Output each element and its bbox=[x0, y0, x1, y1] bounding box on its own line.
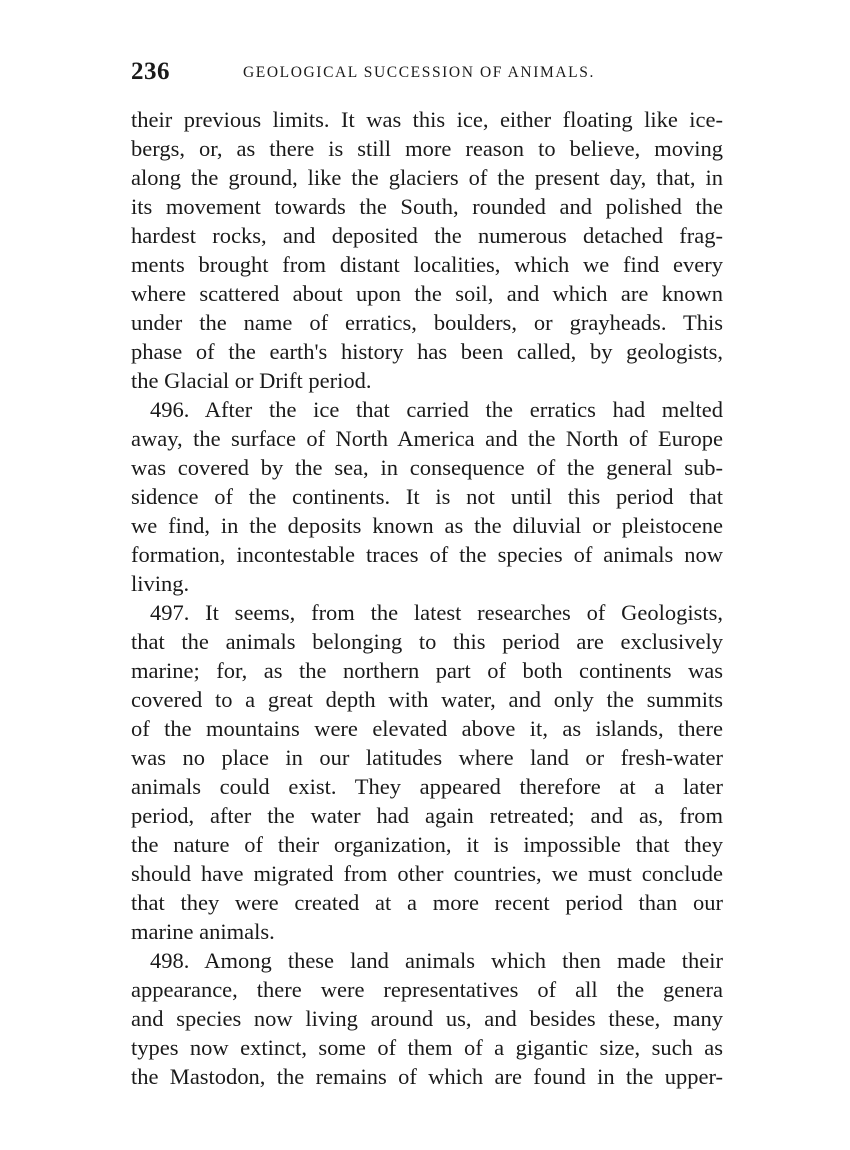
text-line: along the ground, like the glaciers of the present day, that, in bbox=[131, 165, 723, 190]
text-line: appearance, there were representatives of all the genera bbox=[131, 977, 723, 1002]
text-line: types now extinct, some of them of a gigantic size, such as bbox=[131, 1035, 723, 1060]
text-line: 498. Among these land animals which then made their bbox=[150, 948, 723, 973]
body-text bbox=[131, 105, 723, 1091]
text-line: under the name of erratics, boulders, or grayheads. This bbox=[131, 310, 723, 335]
paragraph-496 bbox=[131, 395, 723, 598]
text-line: that they were created at a more recent period than our bbox=[131, 890, 723, 915]
text-line: marine; for, as the northern part of both continents was bbox=[131, 658, 723, 683]
paragraph-498 bbox=[131, 946, 723, 1091]
text-line: that the animals belonging to this period are exclusively bbox=[131, 629, 723, 654]
paragraph-497 bbox=[131, 598, 723, 946]
text-line: should have migrated from other countries, we must conclude bbox=[131, 861, 723, 886]
text-line: covered to a great depth with water, and only the summits bbox=[131, 687, 723, 712]
text-line: and species now living around us, and besides these, many bbox=[131, 1006, 723, 1031]
page-number: 236 bbox=[131, 58, 170, 85]
text-line: period, after the water had again retreated; and as, from bbox=[131, 803, 723, 828]
text-line: was no place in our latitudes where land or fresh-water bbox=[131, 745, 723, 770]
text-line: the Mastodon, the remains of which are found in the upper- bbox=[131, 1064, 723, 1089]
page-header bbox=[131, 58, 723, 90]
text-line: the nature of their organization, it is impossible that they bbox=[131, 832, 723, 857]
text-line: formation, incontestable traces of the species of animals now bbox=[131, 542, 723, 567]
text-line: ments brought from distant localities, which we find every bbox=[131, 252, 723, 277]
text-line: was covered by the sea, in consequence of the general sub- bbox=[131, 455, 723, 480]
paragraph-continued bbox=[131, 105, 723, 395]
text-line: of the mountains were elevated above it, as islands, there bbox=[131, 716, 723, 741]
text-line: where scattered about upon the soil, and which are known bbox=[131, 281, 723, 306]
text-line: its movement towards the South, rounded and polished the bbox=[131, 194, 723, 219]
text-line: 497. It seems, from the latest researches of Geologists, bbox=[150, 600, 723, 625]
text-line: hardest rocks, and deposited the numerous detached frag- bbox=[131, 223, 723, 248]
text-line: bergs, or, as there is still more reason to believe, moving bbox=[131, 136, 723, 161]
text-line: marine animals. bbox=[131, 919, 275, 944]
text-line: 496. After the ice that carried the erratics had melted bbox=[150, 397, 723, 422]
text-line: away, the surface of North America and the North of Europe bbox=[131, 426, 723, 451]
text-line: we find, in the deposits known as the diluvial or pleistocene bbox=[131, 513, 723, 538]
text-line: sidence of the continents. It is not until this period that bbox=[131, 484, 723, 509]
text-line: their previous limits. It was this ice, either floating like ice- bbox=[131, 107, 723, 132]
text-line: animals could exist. They appeared therefore at a later bbox=[131, 774, 723, 799]
text-line: the Glacial or Drift period. bbox=[131, 368, 372, 393]
text-line: living. bbox=[131, 571, 190, 596]
text-line: phase of the earth's history has been called, by geologists, bbox=[131, 339, 723, 364]
running-head: GEOLOGICAL SUCCESSION OF ANIMALS. bbox=[243, 64, 595, 81]
